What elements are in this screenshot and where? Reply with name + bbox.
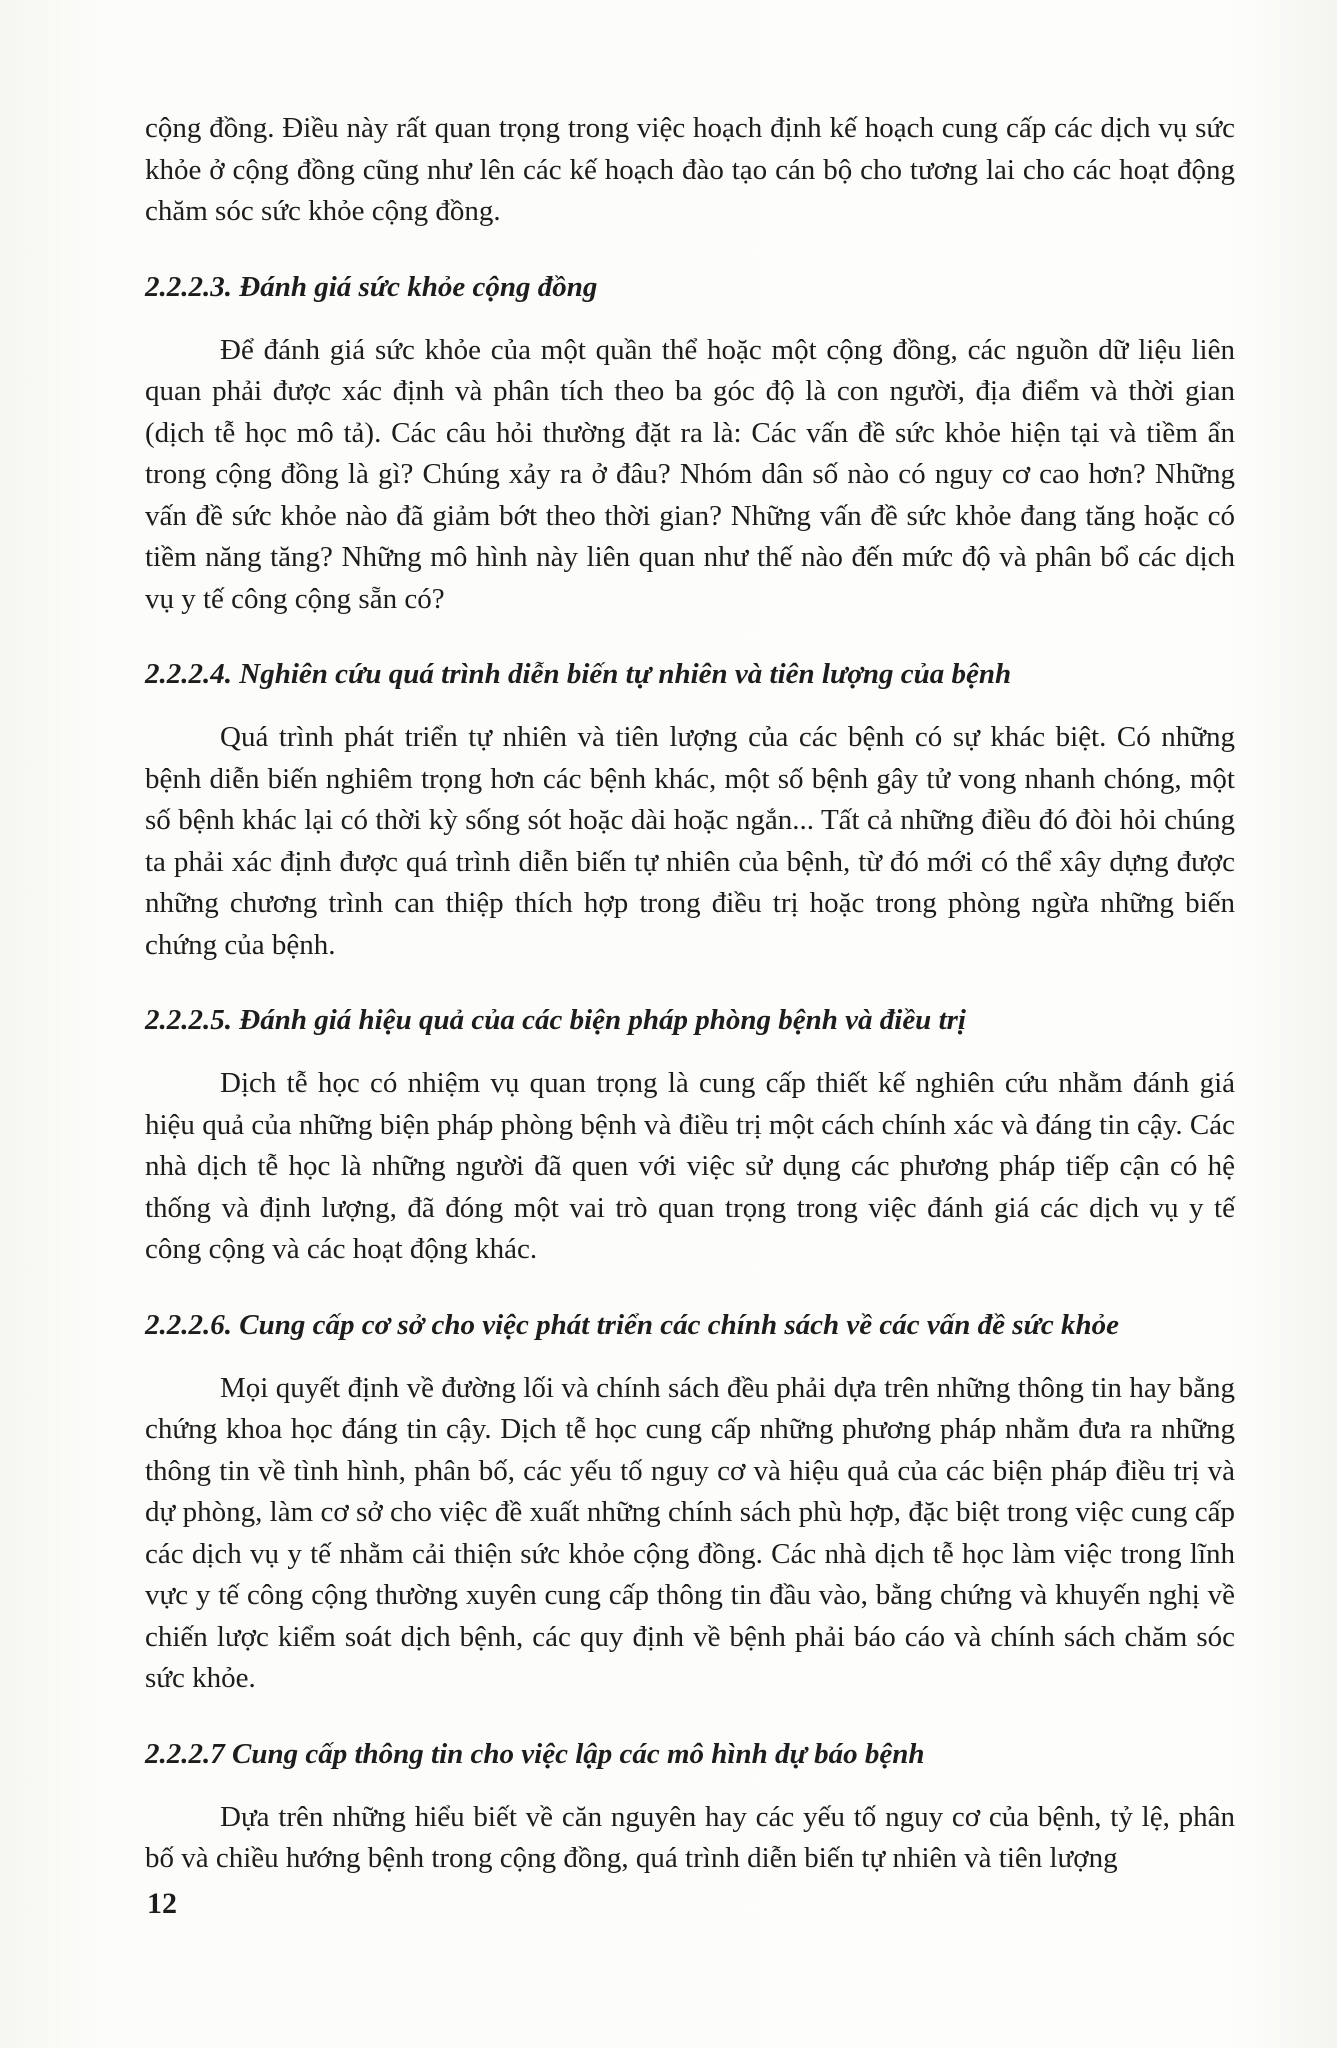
page-number: 12 xyxy=(147,1887,177,1920)
page-body xyxy=(145,108,1235,1880)
paragraph-community-health-assessment: Để đánh giá sức khỏe của một quần thể hoặc một cộng đồng, các nguồn dữ liệu liên quan phải được xác định và phân tích theo ba góc độ là con người, địa điểm và thời gian (dịch tễ học mô tả). Các câu hỏi thường đặt ra là: Các vấn đề sức khỏe hiện tại và tiềm ẩn trong cộng đồng là gì? Chúng xảy ra ở đâu? Nhóm dân số nào có nguy cơ cao hơn? Những vấn đề sức khỏe nào đã giảm bớt theo thời gian? Những vấn đề sức khỏe đang tăng hoặc có tiềm năng tăng? Những mô hình này liên quan như thế nào đến mức độ và phân bổ các dịch vụ y tế công cộng sẵn có? xyxy=(145,333,1235,615)
paragraph-intervention-evaluation: Dịch tễ học có nhiệm vụ quan trọng là cung cấp thiết kế nghiên cứu nhằm đánh giá hiệu quả của những biện pháp phòng bệnh và điều trị một cách chính xác và đáng tin cậy. Các nhà dịch tễ học là những người đã quen với việc sử dụng các phương pháp tiếp cận có hệ thống và định lượng, đã đóng một vai trò quan trọng trong việc đánh giá các dịch vụ y tế công cộng và các hoạt động khác. xyxy=(145,1067,1235,1265)
section-heading-2-2-2-7: 2.2.2.7 Cung cấp thông tin cho việc lập các mô hình dự báo bệnh xyxy=(145,1737,925,1770)
section-heading-2-2-2-6: 2.2.2.6. Cung cấp cơ sở cho việc phát triển các chính sách về các vấn đề sức khỏe xyxy=(145,1308,1119,1341)
section-heading-2-2-2-5: 2.2.2.5. Đánh giá hiệu quả của các biện pháp phòng bệnh và điều trị xyxy=(145,1004,966,1036)
paragraph-intro-continuation: cộng đồng. Điều này rất quan trọng trong việc hoạch định kế hoạch cung cấp các dịch vụ sức khỏe ở cộng đồng cũng như lên các kế hoạch đào tạo cán bộ cho tương lai cho các hoạt động chăm sóc sức khỏe cộng đồng. xyxy=(145,112,1235,227)
paragraph-natural-history: Quá trình phát triển tự nhiên và tiên lượng của các bệnh có sự khác biệt. Có những bệnh diễn biến nghiêm trọng hơn các bệnh khác, một số bệnh gây tử vong nhanh chóng, một số bệnh khác lại có thời kỳ sống sót hoặc dài hoặc ngắn... Tất cả những điều đó đòi hỏi chúng ta phải xác định được quá trình diễn biến tự nhiên của bệnh, từ đó mới có thể xây dựng được những chương trình can thiệp thích hợp trong điều trị hoặc trong phòng ngừa những biến chứng của bệnh. xyxy=(145,721,1235,961)
section-heading-2-2-2-3: 2.2.2.3. Đánh giá sức khỏe cộng đồng xyxy=(145,270,598,303)
paragraph-policy-basis: Mọi quyết định về đường lối và chính sách đều phải dựa trên những thông tin hay bằng chứng khoa học đáng tin cậy. Dịch tễ học cung cấp những phương pháp nhằm đưa ra những thông tin về tình hình, phân bố, các yếu tố nguy cơ và hiệu quả của các biện pháp điều trị và dự phòng, làm cơ sở cho việc đề xuất những chính sách phù hợp, đặc biệt trong việc cung cấp các dịch vụ y tế nhằm cải thiện sức khỏe cộng đồng. Các nhà dịch tễ học làm việc trong lĩnh vực y tế công cộng thường xuyên cung cấp thông tin đầu vào, bằng chứng và khuyến nghị về chiến lược kiểm soát dịch bệnh, các quy định về bệnh phải báo cáo và chính sách chăm sóc sức khỏe. xyxy=(145,1371,1235,1694)
paragraph-forecast-models: Dựa trên những hiểu biết về căn nguyên hay các yếu tố nguy cơ của bệnh, tỷ lệ, phân bố và chiều hướng bệnh trong cộng đồng, quá trình diễn biến tự nhiên và tiên lượng xyxy=(145,1800,1235,1874)
section-heading-2-2-2-4: 2.2.2.4. Nghiên cứu quá trình diễn biến tự nhiên và tiên lượng của bệnh xyxy=(145,658,1012,690)
